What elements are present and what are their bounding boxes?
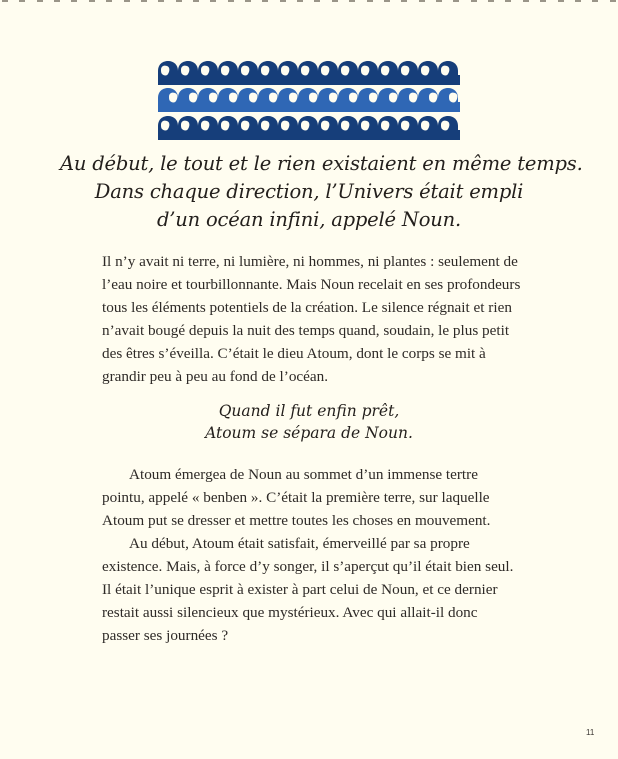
text-line: n’avait bougé depuis la nuit des temps quand, soudain, le plus petit — [102, 322, 510, 339]
paragraph-2 — [102, 463, 522, 647]
intro-heading — [60, 150, 583, 234]
intro-line: Dans chaque direction, l’Univers était empli — [94, 180, 524, 203]
wave-row-middle — [158, 88, 460, 112]
text-line: restait aussi silencieux que mystérieux. Avec qui allait-il donc — [102, 604, 478, 621]
intro-line: d’un océan infini, appelé Noun. — [156, 208, 462, 231]
wave-row-bottom — [158, 116, 460, 140]
text-line: Au début, Atoum était satisfait, émerveillé par sa propre — [129, 535, 470, 552]
text-line: Il était l’unique esprit à exister à part celui de Noun, et ce dernier — [102, 581, 498, 598]
text-line: grandir peu à peu au fond de l’océan. — [102, 368, 329, 385]
text-line: tous les éléments potentiels de la création. Le silence régnait et rien — [102, 299, 512, 316]
intro-line: Au début, le tout et le rien existaient en même temps. — [60, 152, 583, 175]
text-line: passer ses journées ? — [102, 627, 229, 644]
text-line: Atoum émergea de Noun au sommet d’un immense tertre — [129, 466, 478, 483]
text-line: l’eau noire et tourbillonnante. Mais Noun recelait en ses profondeurs — [102, 276, 521, 293]
page-number: 11 — [586, 728, 595, 737]
wave-icon — [158, 116, 460, 140]
page-edge-ticks — [0, 0, 618, 3]
wave-ornament — [158, 60, 460, 141]
text-line: pointu, appelé « benben ». C’était la première terre, sur laquelle — [102, 489, 490, 506]
subheading-line: Quand il fut enfin prêt, — [218, 402, 400, 420]
wave-icon — [158, 88, 460, 112]
text-line: existence. Mais, à force d’y songer, il s’aperçut qu’il était bien seul. — [102, 558, 514, 575]
subheading-line: Atoum se sépara de Noun. — [205, 424, 413, 442]
text-line: des êtres s’éveilla. C’était le dieu Atoum, dont le corps se mit à — [102, 345, 486, 362]
paragraph-1 — [102, 250, 522, 388]
wave-row-top — [158, 61, 460, 85]
subheading — [100, 400, 518, 444]
text-line: Il n’y avait ni terre, ni lumière, ni hommes, ni plantes : seulement de — [102, 253, 518, 270]
wave-icon — [158, 61, 460, 85]
text-line: Atoum put se dresser et mettre toutes les choses en mouvement. — [102, 512, 491, 529]
